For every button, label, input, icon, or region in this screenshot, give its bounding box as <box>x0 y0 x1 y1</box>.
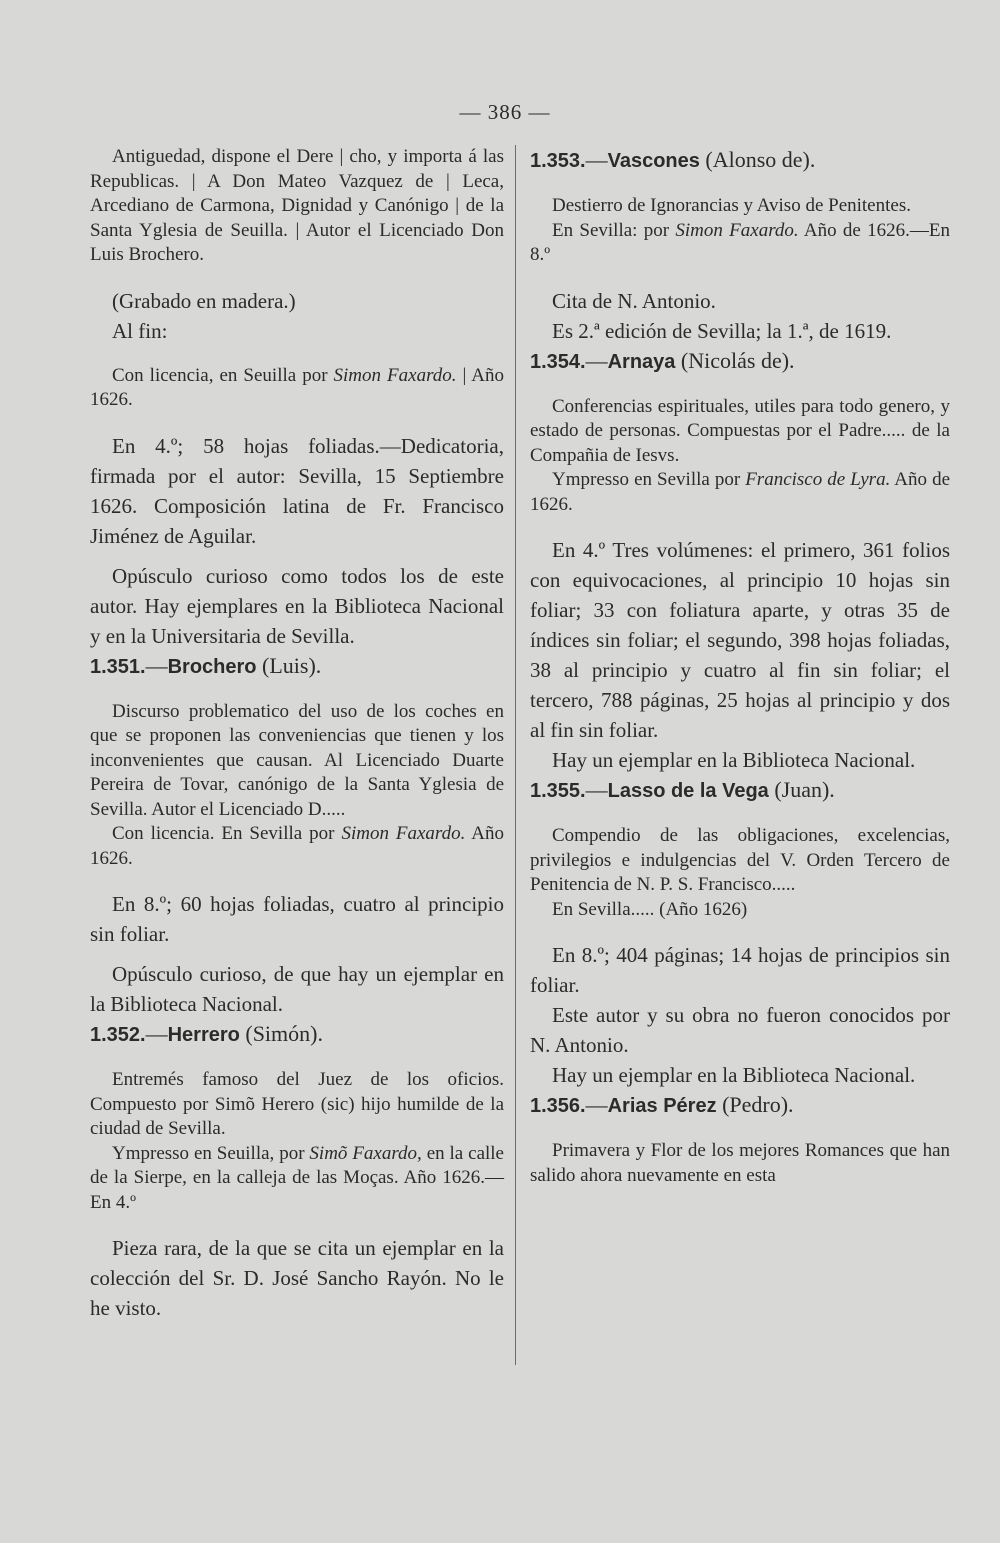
entry-dash: — <box>585 347 608 373</box>
entry-imprint <box>90 1142 504 1216</box>
imprint-c: Año de 1626. <box>530 469 950 515</box>
physical-description: En 8.º; 60 hojas foliadas, cuatro al principio sin foliar. <box>90 892 504 946</box>
printer-name: Francisco de Lyra. <box>745 469 891 490</box>
note-paragraph: Pieza rara, de la que se cita un ejemplar en la colección del Sr. D. José Sancho Rayón. No le he visto. <box>90 1236 504 1320</box>
entry-number: 1.353. <box>530 150 586 172</box>
entry-number: 1.355. <box>530 780 586 802</box>
colophon-text <box>90 364 504 413</box>
entry-dash: — <box>585 1092 608 1117</box>
entry-heading-1352 <box>90 1019 504 1050</box>
entry-imprint <box>530 219 950 268</box>
entry-heading-1355 <box>530 775 950 806</box>
printer-name: Simon Faxardo. <box>333 364 457 386</box>
entry-author: Lasso de la Vega <box>607 780 769 802</box>
entry-dash: — <box>145 652 168 678</box>
right-column <box>530 145 950 1188</box>
note-paragraph: Cita de N. Antonio. <box>552 288 716 313</box>
entry-dash: — <box>585 777 608 802</box>
note-paragraph: Hay un ejemplar en la Biblioteca Nacional. <box>552 1063 916 1087</box>
entry-number: 1.354. <box>530 350 586 373</box>
entry-author: Arnaya <box>607 350 676 373</box>
imprint-a: Con licencia. En Sevilla por <box>112 823 342 844</box>
woodcut-note: (Grabado en madera.) <box>112 288 296 313</box>
printer-name: Simon Faxardo. <box>341 823 466 844</box>
printer-name: Simõ Faxardo, <box>309 1142 422 1164</box>
entry-imprint <box>530 468 950 517</box>
entry-title-text: Entremés famoso del Juez de los oficios. Compuesto por Simõ Herero (sic) hijo humilde de la ciudad de Sevilla. <box>90 1069 504 1139</box>
entry-title-text: Primavera y Flor de los mejores Romances que han salido ahora nuevamente en esta <box>530 1140 950 1186</box>
entry-author: Vascones <box>607 150 700 172</box>
entry-number: 1.352. <box>90 1024 146 1046</box>
entry-author: Herrero <box>167 1024 240 1046</box>
physical-description: En 4.º; 58 hojas foliadas.—Dedicatoria, firmada por el autor: Sevilla, 15 Septiembre 1626. Composición latina de Fr. Francisco Jiménez de Aguilar. <box>90 433 504 548</box>
entry-author: Brochero <box>167 655 257 678</box>
note-paragraph: Opúsculo curioso como todos los de este autor. Hay ejemplares en la Biblioteca Nacional y en la Universitaria de Sevilla. <box>90 563 504 648</box>
entry-number: 1.351. <box>90 655 146 678</box>
note-paragraph: Este autor y su obra no fueron conocidos por N. Antonio. <box>530 1003 950 1057</box>
imprint-c: Año 1626. <box>90 823 504 869</box>
entry-title-text: Compendio de las obligaciones, excelencias, privilegios e indulgencias del V. Orden Tercero de Penitencia de N. P. S. Francisco..... <box>530 825 950 895</box>
note-paragraph: Opúsculo curioso, de que hay un ejemplar en la Biblioteca Nacional. <box>90 962 504 1016</box>
entry-author: Arias Pérez <box>607 1095 717 1117</box>
entry-dash: — <box>585 147 608 172</box>
column-divider <box>515 145 516 1365</box>
imprint-a: Ympresso en Seuilla, por <box>112 1142 310 1164</box>
colophon-text-a: Con licencia, en Seuilla por <box>112 364 334 386</box>
entry-author-given: (Simón). <box>239 1021 323 1046</box>
printer-name: Simon Faxardo. <box>675 219 799 241</box>
imprint-c: en la calle de la Sierpe, en la calleja de las Moças. Año 1626.—En 4.º <box>90 1142 504 1213</box>
entry-heading-1354 <box>530 346 950 377</box>
entry-number: 1.356. <box>530 1095 586 1117</box>
physical-description: En 8.º; 404 páginas; 14 hojas de principios sin foliar. <box>530 943 950 997</box>
note-paragraph: Hay un ejemplar en la Biblioteca Nacional. <box>552 748 916 772</box>
entry-title-text: Destierro de Ignorancias y Aviso de Penitentes. <box>552 195 911 216</box>
entry-heading-1353 <box>530 145 950 176</box>
imprint-a: Ympresso en Sevilla por <box>552 469 746 490</box>
imprint-c: Año de 1626.—En 8.º <box>530 219 951 265</box>
colophon-text-c: | Año 1626. <box>90 364 504 410</box>
entry-author-given: (Pedro). <box>716 1092 794 1117</box>
entry-title-text: Discurso problematico del uso de los coches en que se proponen las conveniencias que tienen y los inconvenientes que causan. Al Licenciado Duarte Pereira de Tovar, canónigo de la Santa Yglesia de Sevilla. Autor el Licenciado D..... <box>90 700 504 820</box>
imprint-a: En Sevilla: por <box>552 219 676 241</box>
left-column <box>90 145 504 1323</box>
entry-imprint: En Sevilla..... (Año 1626) <box>552 898 748 920</box>
entry-author-given: (Nicolás de). <box>675 347 795 373</box>
entry-author-given: (Juan). <box>768 777 835 802</box>
entry-title-text: Conferencias espirituales, utiles para todo genero, y estado de personas. Compuestas por el Padre..... de la Compañia de Iesvs. <box>530 395 950 466</box>
entry-heading-1356 <box>530 1090 950 1121</box>
entry-dash: — <box>145 1021 168 1046</box>
entry-author-given: (Luis). <box>256 652 322 678</box>
note-paragraph: Es 2.ª edición de Sevilla; la 1.ª, de 1619. <box>552 318 892 343</box>
entry-author-given: (Alonso de). <box>699 147 816 172</box>
entry-heading-1351 <box>90 651 504 682</box>
page-number: — 386 — <box>459 100 551 124</box>
colophon-label: Al fin: <box>112 318 168 343</box>
physical-description: En 4.º Tres volúmenes: el primero, 361 folios con equivocaciones, al principio 10 hojas sin foliar; 33 con foliatura aparte, y otras 35 de índices sin foliar; el segundo, 398 hojas foliadas, 38 al principio y cuatro al fin sin foliar; el tercero, 788 páginas, 25 hojas al principio y dos al fin sin foliar. <box>530 538 950 742</box>
continued-title-text: Antiguedad, dispone el Dere | cho, y importa á las Republicas. | A Don Mateo Vazquez de | Leca, Arcediano de Carmona, Dignidad y Canónigo | de la Santa Yglesia de Seuilla. | Autor el Licenciado Don Luis Brochero. <box>90 146 504 265</box>
entry-imprint <box>90 822 504 871</box>
